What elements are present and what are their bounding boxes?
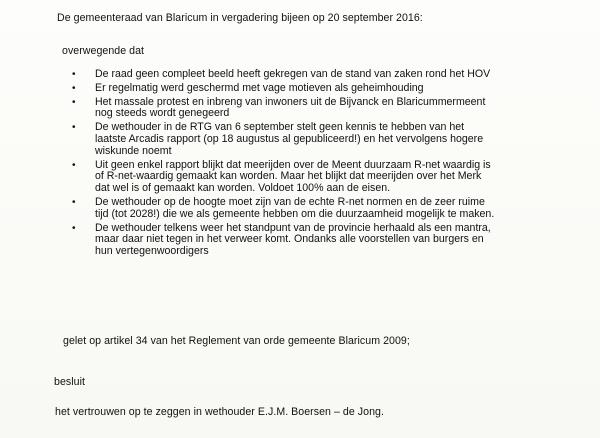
considering-heading: overwegende dat <box>62 45 145 57</box>
decides-heading: besluit <box>54 376 85 388</box>
bullet-icon: • <box>72 122 76 134</box>
list-item <box>70 197 590 221</box>
bullet-icon: • <box>72 96 76 108</box>
list-item <box>70 122 590 157</box>
list-item <box>70 223 590 258</box>
list-item <box>70 160 590 195</box>
considerations-list <box>70 69 590 260</box>
regarding-line: gelet op artikel 34 van het Reglement van orde gemeente Blaricum 2009; <box>63 335 410 347</box>
bullet-icon: • <box>72 159 76 171</box>
list-item <box>70 97 590 121</box>
intro-line: De gemeenteraad van Blaricum in vergadering bijeen op 20 september 2016: <box>57 12 423 24</box>
list-item <box>70 83 590 95</box>
list-item-text: Uit geen enkel rapport blijkt dat meerijden over de Meent duurzaam R-net waardig is of R-net-waardig gemaakt kan worden. Maar het blijkt dat meerijden over het Merk dat wel is of gemaakt kan worden. Voldoet 100% aan de eisen. <box>95 158 491 195</box>
bullet-icon: • <box>72 222 76 234</box>
bullet-icon: • <box>72 196 76 208</box>
list-item-text: De wethouder op de hoogte moet zijn van de echte R-net normen en de zeer ruime tijd (tot 2028!) die we als gemeente hebben om die duurzaamheid mogelijk te maken. <box>95 195 495 220</box>
list-item <box>70 69 590 81</box>
list-item-text: De wethouder telkens weer het standpunt van de provincie herhaald als een mantra, maar daar niet tegen in het verweer komt. Ondanks alle voorstellen van burgers en hun vertegenwoordigers <box>95 221 491 258</box>
bullet-icon: • <box>72 69 76 80</box>
list-item-text: Er regelmatig werd geschermd met vage motieven als geheimhouding <box>95 81 424 94</box>
list-item-text: De wethouder in de RTG van 6 september stelt geen kennis te hebben van het laatste Arcadis rapport (op 18 augustus al gepubliceerd!) en het vervolgens hogere wiskunde noemt <box>95 121 484 157</box>
list-item-text: De raad geen compleet beeld heeft gekregen van de stand van zaken rond het HOV <box>95 68 491 80</box>
bullet-icon: • <box>72 82 76 94</box>
resolution-line: het vertrouwen op te zeggen in wethouder E.J.M. Boersen – de Jong. <box>55 406 384 418</box>
list-item-text: Het massale protest en inbreng van inwoners uit de Bijvanck en Blaricummermeent nog steeds wordt genegeerd <box>95 95 486 120</box>
